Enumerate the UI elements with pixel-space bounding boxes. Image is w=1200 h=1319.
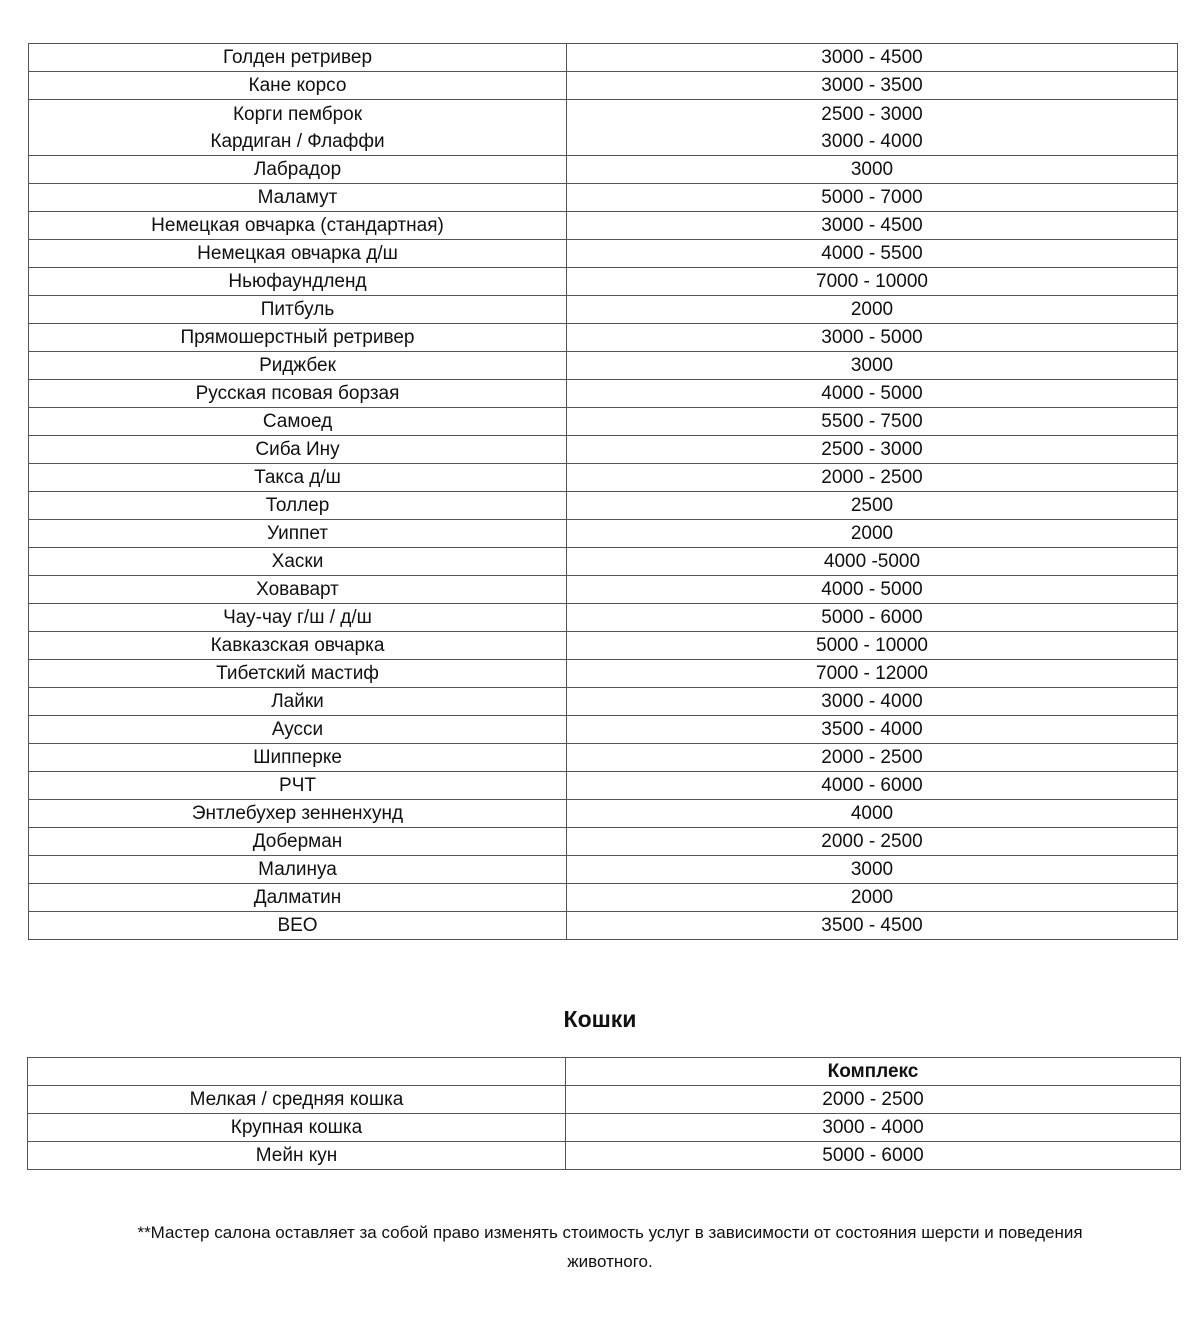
dog-breed-cell: Маламут bbox=[29, 184, 567, 212]
dog-price-cell: 5000 - 10000 bbox=[567, 632, 1178, 660]
dog-breed-cell bbox=[29, 100, 567, 156]
cats-section-title: Кошки bbox=[563, 1006, 637, 1032]
dog-price-cell: 3000 - 3500 bbox=[567, 72, 1178, 100]
table-row bbox=[29, 464, 1178, 492]
table-row bbox=[29, 492, 1178, 520]
table-row bbox=[29, 436, 1178, 464]
dog-breed-cell: Немецкая овчарка д/ш bbox=[29, 240, 567, 268]
dogs-table-body bbox=[29, 44, 1178, 940]
table-row bbox=[29, 828, 1178, 856]
table-row bbox=[29, 72, 1178, 100]
dog-price-cell: 2000 - 2500 bbox=[567, 464, 1178, 492]
dog-breed-line: Корги пемброк bbox=[232, 103, 363, 125]
table-row bbox=[29, 240, 1178, 268]
table-row bbox=[29, 576, 1178, 604]
table-row bbox=[29, 660, 1178, 688]
dog-price-line: 2500 - 3000 bbox=[821, 103, 923, 125]
dog-price-cell bbox=[567, 100, 1178, 156]
dog-price-cell: 3000 - 5000 bbox=[567, 324, 1178, 352]
dog-breed-cell: Толлер bbox=[29, 492, 567, 520]
cat-breed-cell: Мелкая / средняя кошка bbox=[28, 1086, 566, 1114]
dog-breed-cell: Доберман bbox=[29, 828, 567, 856]
dog-breed-cell: Энтлебухер зенненхунд bbox=[29, 800, 567, 828]
dog-breed-cell: РЧТ bbox=[29, 772, 567, 800]
cats-header-breed bbox=[28, 1058, 566, 1086]
table-row bbox=[29, 352, 1178, 380]
table-row bbox=[28, 1114, 1181, 1142]
dog-price-cell: 5000 - 7000 bbox=[567, 184, 1178, 212]
dog-price-cell: 3000 - 4500 bbox=[567, 44, 1178, 72]
dog-price-cell: 2500 bbox=[567, 492, 1178, 520]
dog-price-cell: 5000 - 6000 bbox=[567, 604, 1178, 632]
dog-breed-cell: Хаски bbox=[29, 548, 567, 576]
dog-price-cell: 4000 -5000 bbox=[567, 548, 1178, 576]
table-row bbox=[29, 380, 1178, 408]
dog-price-cell: 3000 - 4000 bbox=[567, 688, 1178, 716]
dog-breed-cell: Тибетский мастиф bbox=[29, 660, 567, 688]
dog-breed-cell: Немецкая овчарка (стандартная) bbox=[29, 212, 567, 240]
table-row bbox=[29, 856, 1178, 884]
cats-price-table bbox=[27, 1057, 1181, 1170]
dog-breed-cell: Прямошерстный ретривер bbox=[29, 324, 567, 352]
dog-breed-cell: Сиба Ину bbox=[29, 436, 567, 464]
table-row bbox=[29, 520, 1178, 548]
dog-price-cell: 4000 - 5000 bbox=[567, 380, 1178, 408]
dog-price-line: 3000 - 4000 bbox=[821, 130, 923, 152]
dog-price-cell: 2000 bbox=[567, 296, 1178, 324]
dog-breed-cell: Самоед bbox=[29, 408, 567, 436]
dogs-price-table bbox=[28, 43, 1178, 940]
cat-breed-cell: Крупная кошка bbox=[28, 1114, 566, 1142]
dog-breed-cell: Кане корсо bbox=[29, 72, 567, 100]
table-row bbox=[29, 100, 1178, 156]
dog-breed-cell: Голден ретривер bbox=[29, 44, 567, 72]
dog-breed-cell: Аусси bbox=[29, 716, 567, 744]
dog-breed-cell: Русская псовая борзая bbox=[29, 380, 567, 408]
dog-breed-cell: Ньюфаундленд bbox=[29, 268, 567, 296]
table-row bbox=[28, 1086, 1181, 1114]
table-row bbox=[29, 632, 1178, 660]
dog-breed-cell: Далматин bbox=[29, 884, 567, 912]
dog-price-cell: 3500 - 4500 bbox=[567, 912, 1178, 940]
table-row bbox=[29, 212, 1178, 240]
dog-breed-cell: Питбуль bbox=[29, 296, 567, 324]
cat-price-cell: 2000 - 2500 bbox=[566, 1086, 1181, 1114]
dog-breed-cell: ВЕО bbox=[29, 912, 567, 940]
dog-breed-line: Кардиган / Флаффи bbox=[210, 130, 385, 152]
dog-price-cell: 3000 bbox=[567, 352, 1178, 380]
dog-price-cell: 3000 bbox=[567, 856, 1178, 884]
table-row bbox=[29, 296, 1178, 324]
cat-breed-cell: Мейн кун bbox=[28, 1142, 566, 1170]
dog-price-cell: 7000 - 12000 bbox=[567, 660, 1178, 688]
cats-header-complex: Комплекс bbox=[566, 1058, 1181, 1086]
dog-breed-cell: Лабрадор bbox=[29, 156, 567, 184]
table-row bbox=[29, 184, 1178, 212]
table-row bbox=[29, 548, 1178, 576]
dog-price-cell: 2000 bbox=[567, 520, 1178, 548]
footnote-line-1: **Мастер салона оставляет за собой право изменять стоимость услуг в зависимости от состояния шерсти и поведения bbox=[137, 1223, 1083, 1242]
dog-breed-cell: Шипперке bbox=[29, 744, 567, 772]
cats-header-row bbox=[28, 1058, 1181, 1086]
dog-price-cell: 7000 - 10000 bbox=[567, 268, 1178, 296]
cat-price-cell: 5000 - 6000 bbox=[566, 1142, 1181, 1170]
dog-price-cell: 4000 - 6000 bbox=[567, 772, 1178, 800]
dog-price-cell: 2000 bbox=[567, 884, 1178, 912]
table-row bbox=[29, 324, 1178, 352]
table-row bbox=[29, 688, 1178, 716]
dog-price-cell: 5500 - 7500 bbox=[567, 408, 1178, 436]
dog-price-cell: 2000 - 2500 bbox=[567, 828, 1178, 856]
table-row bbox=[29, 156, 1178, 184]
dog-breed-cell: Уиппет bbox=[29, 520, 567, 548]
table-row bbox=[29, 912, 1178, 940]
table-row bbox=[29, 604, 1178, 632]
dog-price-cell: 4000 - 5500 bbox=[567, 240, 1178, 268]
dog-price-cell: 3000 bbox=[567, 156, 1178, 184]
dog-breed-cell: Ховаварт bbox=[29, 576, 567, 604]
dog-breed-cell: Лайки bbox=[29, 688, 567, 716]
dog-price-cell: 4000 bbox=[567, 800, 1178, 828]
table-row bbox=[29, 408, 1178, 436]
dog-price-cell: 3500 - 4000 bbox=[567, 716, 1178, 744]
dog-price-cell: 2000 - 2500 bbox=[567, 744, 1178, 772]
dog-price-cell: 3000 - 4500 bbox=[567, 212, 1178, 240]
dog-price-cell: 2500 - 3000 bbox=[567, 436, 1178, 464]
cat-price-cell: 3000 - 4000 bbox=[566, 1114, 1181, 1142]
table-row bbox=[28, 1142, 1181, 1170]
dog-breed-cell: Риджбек bbox=[29, 352, 567, 380]
footnote bbox=[60, 1218, 1160, 1276]
dog-breed-cell: Чау-чау г/ш / д/ш bbox=[29, 604, 567, 632]
dog-breed-cell: Кавказская овчарка bbox=[29, 632, 567, 660]
table-row bbox=[29, 44, 1178, 72]
table-row bbox=[29, 716, 1178, 744]
dog-breed-cell: Малинуа bbox=[29, 856, 567, 884]
table-row bbox=[29, 772, 1178, 800]
table-row bbox=[29, 884, 1178, 912]
table-row bbox=[29, 800, 1178, 828]
footnote-line-2: животного. bbox=[567, 1252, 653, 1271]
table-row bbox=[29, 268, 1178, 296]
table-row bbox=[29, 744, 1178, 772]
dog-breed-cell: Такса д/ш bbox=[29, 464, 567, 492]
dog-price-cell: 4000 - 5000 bbox=[567, 576, 1178, 604]
